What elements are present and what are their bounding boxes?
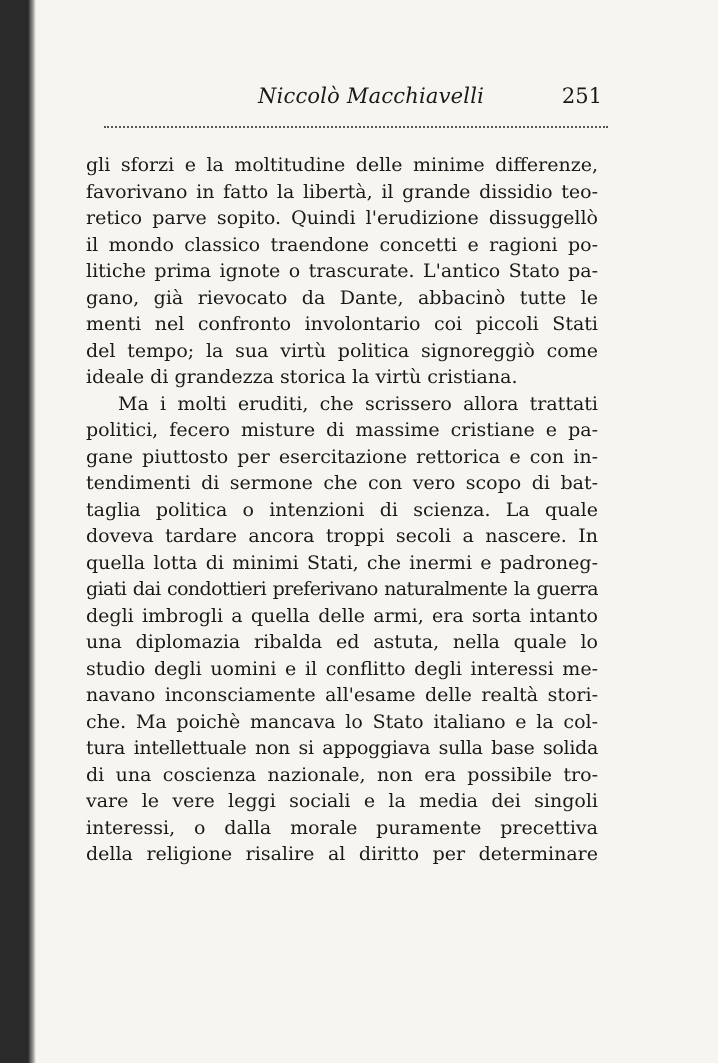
text-line: studio degli uomini e il conflitto degli interessi me- [86, 657, 598, 680]
text-line-paragraph-start: Ma i molti eruditi, che scrissero allora trattati [118, 392, 598, 415]
text-line: di una coscienza nazionale, non era possibile tro- [86, 763, 598, 786]
text-line: vare le vere leggi sociali e la media dei singoli [86, 790, 598, 812]
text-line: gane piuttosto per esercitazione rettorica e con in- [86, 445, 598, 468]
text-line-paragraph-end: ideale di grandezza storica la virtù cristiana. [86, 366, 518, 388]
text-line: navano inconsciamente all'esame delle realtà stori- [86, 684, 598, 706]
body-text [86, 152, 598, 868]
text-line: tendimenti di sermone che con vero scopo di bat- [86, 472, 598, 494]
text-line: giati dai condottieri preferivano naturalmente la guerra [86, 578, 598, 600]
text-line: taglia politica o intenzioni di scienza. La quale [86, 498, 598, 521]
text-line: gli sforzi e la moltitudine delle minime differenze, [86, 154, 598, 176]
header-dotted-rule [104, 126, 608, 128]
text-line: una diplomazia ribalda ed astuta, nella quale lo [86, 631, 598, 653]
text-line: quella lotta di minimi Stati, che inermi e padroneg- [86, 551, 598, 574]
text-line: politici, fecero misture di massime cristiane e pa- [86, 419, 598, 441]
page-number: 251 [561, 84, 602, 108]
text-line: degli imbrogli a quella delle armi, era sorta intanto [86, 604, 598, 627]
text-line: retico parve sopito. Quindi l'erudizione dissuggellò [86, 207, 598, 229]
text-line: gano, già rievocato da Dante, abbacinò tutte le [86, 286, 598, 309]
page-header [96, 84, 610, 114]
text-line: della religione risalire al diritto per determinare [86, 843, 598, 865]
text-line: tura intellettuale non si appoggiava sulla base solida [86, 737, 598, 759]
text-line: che. Ma poichè mancava lo Stato italiano e la col- [86, 710, 598, 733]
book-gutter-shadow [0, 0, 36, 1063]
text-line: doveva tardare ancora troppi secoli a nascere. In [86, 525, 598, 547]
text-line: del tempo; la sua virtù politica signoreggiò come [86, 339, 598, 362]
text-line: il mondo classico traendone concetti e ragioni po- [86, 233, 598, 256]
text-line: litiche prima ignote o trascurate. L'antico Stato pa- [86, 260, 598, 282]
text-line: interessi, o dalla morale puramente precettiva [86, 816, 598, 839]
text-line: menti nel confronto involontario coi piccoli Stati [86, 313, 598, 335]
text-line: favorivano in fatto la libertà, il grande dissidio teo- [86, 180, 598, 203]
running-title: Niccolò Macchiavelli [258, 84, 485, 108]
